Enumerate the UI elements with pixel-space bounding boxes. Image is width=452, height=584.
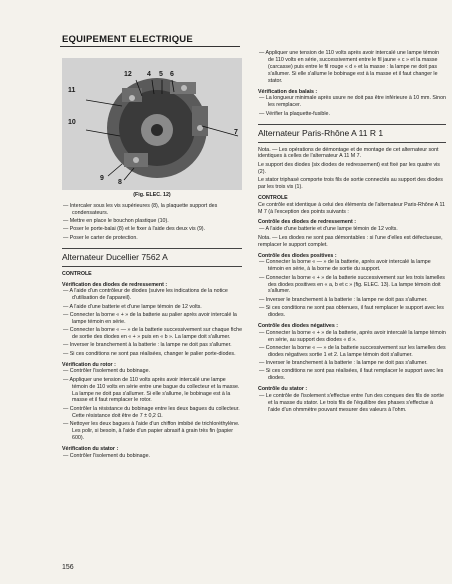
callout-7: 7	[234, 129, 238, 136]
verif-rotor-heading: Vérification du rotor :	[62, 361, 116, 368]
list-item: — Vérifier la plaquette-fusible.	[259, 110, 330, 117]
header-rule	[60, 46, 240, 47]
callout-8: 8	[118, 179, 122, 186]
controle-heading: CONTROLE	[62, 270, 92, 277]
list-item: — Le contrôle de l'isolement s'effectue entre l'un des conques des fils de sortie et la masse du stator. Le trois fils de l'équilibre des phases s'effectue à l'aide d'un ohmmètre pouvant mesurer des valeurs à l'ohm.	[259, 393, 444, 413]
callout-6: 6	[170, 71, 174, 78]
nota-paragraph: Nota. — Les opérations de démontage et de montage de cet alternateur sont identiques à celles de l'alternateur A 11 M 7.	[258, 146, 439, 160]
list-item: — Connecter la borne « + » de la batterie successivement sur les trois lamelles des diodes positives en « a, b et c » (fig. ELEC. 13). La lampe témoin doit s'allumer.	[259, 274, 445, 295]
list-item: — A l'aide d'un contrôleur de diodes (suivre les indications de la notice d'utilisation de l'appareil).	[63, 288, 228, 302]
alternator-figure	[62, 58, 242, 190]
callout-5: 5	[159, 71, 163, 78]
section-title-paris-rhone: Alternateur Paris-Rhône A 11 R 1	[258, 124, 446, 143]
list-item: — Mettre en place le bouchon plastique (10).	[63, 218, 169, 225]
right-column	[258, 50, 446, 415]
paragraph: Ce contrôle est identique à celui des éléments de l'alternateur Paris-Rhône A 11 M 7 (à l'exception des points suivants :	[258, 201, 446, 215]
list-item: — Nettoyer les deux bagues à l'aide d'un chiffon imbibé de trichloréthylène. Les polir, si besoin, à l'aide d'un papier abrasif à grain très fin (papier 600).	[63, 420, 240, 441]
list-item: — Si ces conditions ne sont pas réalisées, changer le palier porte-diodes.	[63, 350, 236, 357]
list-item: — Si ces conditions ne sont pas réalisées, il faut remplacer le support avec les diodes.	[259, 368, 444, 382]
alternator-illustration	[62, 58, 242, 190]
cdp-heading: Contrôle des diodes positives :	[258, 252, 337, 259]
list-item: — A l'aide d'une batterie et d'une lampe témoin de 12 volts.	[259, 226, 398, 233]
figure-caption: (Fig. ELEC. 12)	[133, 192, 171, 198]
list-item: — Connecter la borne « — » de la batterie successivement sur chaque fiche de sortie des diodes en « + » puis en « b ». La lampe doit s'allumer.	[63, 327, 243, 341]
list-item: — Poser le porte-balai (8) et le fixer à l'aide des deux vis (9).	[63, 226, 206, 233]
cdr-heading: Contrôle des diodes de redressement :	[258, 219, 357, 226]
callout-12: 12	[124, 71, 132, 78]
cdn-heading: Contrôle des diodes négatives :	[258, 322, 339, 329]
list-item: — Contrôler l'isolement du bobinage.	[63, 368, 150, 375]
callout-11: 11	[68, 87, 76, 94]
left-column	[62, 58, 242, 461]
list-item: — A l'aide d'une batterie et d'une lampe témoin de 12 volts.	[63, 303, 202, 310]
list-item: — Intercaler sous les vis supérieures (8), la plaquette support des condensateurs.	[63, 202, 218, 216]
callout-9: 9	[100, 175, 104, 182]
list-item: — Connecter la borne « — » de la batterie, après avoir intercalé la lampe témoin en série, à la borne de sortie du support.	[259, 259, 431, 273]
cds-heading: Contrôle du stator :	[258, 386, 308, 393]
paragraph: Le support des diodes (six diodes de redressement) est fixé par les quatre vis (2).	[258, 161, 440, 175]
list-item: — Appliquer une tension de 110 volts après avoir intercalé une lampe témoin de 110 volts en série entre une bague du collecteur et la masse. La lampe ne doit pas s'allumer. Si elle s'allume, le bobinage est à la masse et il faut remplacer le rotor.	[63, 376, 240, 404]
paragraph: Le stator triphasé comporte trois fils de sortie connectés au support des diodes par les trois vis (1).	[258, 176, 443, 190]
list-item: — Inverser le branchement à la batterie : la lampe ne doit pas s'allumer.	[259, 296, 428, 303]
nota-paragraph: Nota. — Les diodes ne sont pas démontables : si l'une d'elles est défectueuse, remplacer le support complet.	[258, 234, 443, 248]
list-item: — Poser le carter de protection.	[63, 234, 138, 241]
list-item: — Connecter la borne « — » de la batterie successivement sur les lamelles des diodes négatives sortie 1 et 2. La lampe témoin doit s'allumer.	[259, 344, 446, 358]
list-item: — Contrôler l'isolement du bobinage.	[63, 452, 150, 459]
callout-10: 10	[68, 119, 76, 126]
list-item: — Contrôler la résistance du bobinage entre les deux bagues du collecteur. Cette résistance doit être de 7 ± 0,2 Ω.	[63, 405, 240, 419]
list-item: — Appliquer une tension de 110 volts après avoir intercalé une lampe témoin de 110 volts en série, successivement entre le fil jaune « c » et la masse (carcasse) puis entre le fil rouge « d » et la masse : la lampe ne doit pas s'allumer. Si elle s'allume le bobinage est à la masse et il faut changer le stator.	[259, 50, 440, 84]
callout-4: 4	[147, 71, 151, 78]
verif-diodes-heading: Vérification des diodes de redressement :	[62, 281, 168, 288]
list-item: — Connecter la borne « + » de la batterie au palier après avoir intercalé la lampe témoin en série.	[63, 311, 237, 325]
list-item: — Inverser le branchement à la batterie : la lampe ne doit pas s'allumer.	[63, 342, 232, 349]
list-item: — Si ces conditions ne sont pas obtenues, il faut remplacer le support avec les diodes.	[259, 305, 444, 318]
section-title-ducellier: Alternateur Ducellier 7562 A	[62, 248, 242, 267]
verif-stator-heading: Vérification du stator :	[62, 445, 119, 452]
controle-heading: CONTROLE	[258, 194, 288, 201]
page-number: 156	[62, 564, 74, 571]
list-item: — Connecter la borne « + » de la batterie, après avoir intercalé la lampe témoin en série, au support des diodes « d ».	[259, 329, 446, 343]
list-item: — La longueur minimale après usure ne doit pas être inférieure à 10 mm. Sinon les remplacer.	[259, 95, 446, 109]
page-header-title: EQUIPEMENT ELECTRIQUE	[62, 34, 193, 45]
list-item: — Inverser le branchement à la batterie : la lampe ne doit pas s'allumer.	[259, 360, 428, 367]
balais-heading: Vérification des balais :	[258, 88, 318, 95]
